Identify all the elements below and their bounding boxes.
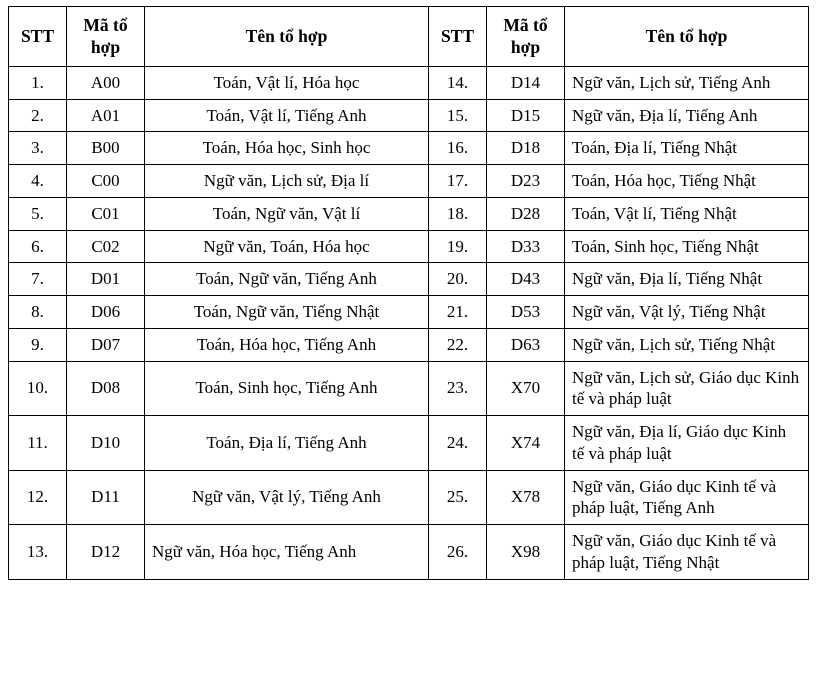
cell-stt-right: 22. [429, 328, 487, 361]
cell-ten-left: Toán, Ngữ văn, Tiếng Anh [145, 263, 429, 296]
cell-stt-left: 6. [9, 230, 67, 263]
cell-ten-right: Ngữ văn, Địa lí, Tiếng Nhật [565, 263, 809, 296]
cell-stt-right: 16. [429, 132, 487, 165]
cell-ma-left: D10 [67, 416, 145, 471]
cell-ma-right: D28 [487, 197, 565, 230]
cell-ma-left: B00 [67, 132, 145, 165]
table-header [9, 7, 809, 67]
cell-stt-left: 9. [9, 328, 67, 361]
cell-stt-right: 14. [429, 66, 487, 99]
cell-ma-left: D01 [67, 263, 145, 296]
cell-ten-left: Toán, Hóa học, Tiếng Anh [145, 328, 429, 361]
cell-stt-left: 1. [9, 66, 67, 99]
table-row [9, 525, 809, 580]
cell-stt-left: 3. [9, 132, 67, 165]
cell-ten-left: Ngữ văn, Toán, Hóa học [145, 230, 429, 263]
cell-stt-left: 8. [9, 296, 67, 329]
cell-ma-right: X78 [487, 470, 565, 525]
cell-ma-left: A00 [67, 66, 145, 99]
cell-stt-right: 21. [429, 296, 487, 329]
cell-ma-right: D14 [487, 66, 565, 99]
header-ten-left: Tên tổ hợp [145, 7, 429, 67]
cell-ma-right: D23 [487, 165, 565, 198]
table-row [9, 263, 809, 296]
table-row [9, 361, 809, 416]
cell-ten-left: Toán, Hóa học, Sinh học [145, 132, 429, 165]
cell-stt-left: 13. [9, 525, 67, 580]
cell-stt-left: 12. [9, 470, 67, 525]
header-stt-left: STT [9, 7, 67, 67]
header-ten-right: Tên tổ hợp [565, 7, 809, 67]
cell-ma-left: C00 [67, 165, 145, 198]
cell-ten-left: Toán, Ngữ văn, Tiếng Nhật [145, 296, 429, 329]
cell-ten-right: Ngữ văn, Giáo dục Kinh tế và pháp luật, Tiếng Anh [565, 470, 809, 525]
cell-ten-left: Toán, Vật lí, Hóa học [145, 66, 429, 99]
cell-ma-right: D53 [487, 296, 565, 329]
table-row [9, 132, 809, 165]
cell-ten-right: Toán, Hóa học, Tiếng Nhật [565, 165, 809, 198]
cell-stt-right: 17. [429, 165, 487, 198]
cell-stt-left: 5. [9, 197, 67, 230]
header-ma-left: Mã tổ hợp [67, 7, 145, 67]
cell-ten-right: Ngữ văn, Lịch sử, Tiếng Nhật [565, 328, 809, 361]
cell-ma-right: D63 [487, 328, 565, 361]
cell-stt-left: 2. [9, 99, 67, 132]
cell-ten-left: Toán, Địa lí, Tiếng Anh [145, 416, 429, 471]
cell-ten-right: Ngữ văn, Lịch sử, Giáo dục Kinh tế và pháp luật [565, 361, 809, 416]
cell-ten-right: Ngữ văn, Địa lí, Tiếng Anh [565, 99, 809, 132]
cell-stt-right: 15. [429, 99, 487, 132]
cell-ma-right: X98 [487, 525, 565, 580]
table-row [9, 470, 809, 525]
cell-ma-right: D18 [487, 132, 565, 165]
subject-combination-table [8, 6, 809, 580]
cell-ma-left: D12 [67, 525, 145, 580]
cell-stt-right: 23. [429, 361, 487, 416]
cell-ma-left: D11 [67, 470, 145, 525]
cell-ten-left: Toán, Sinh học, Tiếng Anh [145, 361, 429, 416]
table-body [9, 66, 809, 579]
cell-stt-right: 20. [429, 263, 487, 296]
table-row [9, 230, 809, 263]
cell-ma-left: C02 [67, 230, 145, 263]
cell-stt-left: 11. [9, 416, 67, 471]
cell-ten-right: Toán, Sinh học, Tiếng Nhật [565, 230, 809, 263]
cell-ma-right: D33 [487, 230, 565, 263]
cell-ten-right: Toán, Vật lí, Tiếng Nhật [565, 197, 809, 230]
cell-ma-left: C01 [67, 197, 145, 230]
table-row [9, 66, 809, 99]
cell-ten-right: Ngữ văn, Giáo dục Kinh tế và pháp luật, Tiếng Nhật [565, 525, 809, 580]
cell-ten-right: Ngữ văn, Vật lý, Tiếng Nhật [565, 296, 809, 329]
cell-ma-right: X74 [487, 416, 565, 471]
table-row [9, 416, 809, 471]
cell-ma-right: D43 [487, 263, 565, 296]
cell-ma-right: X70 [487, 361, 565, 416]
cell-ten-right: Ngữ văn, Địa lí, Giáo dục Kinh tế và pháp luật [565, 416, 809, 471]
cell-ma-left: A01 [67, 99, 145, 132]
cell-ma-left: D06 [67, 296, 145, 329]
table-row [9, 296, 809, 329]
table-row [9, 328, 809, 361]
cell-ma-left: D07 [67, 328, 145, 361]
cell-ten-right: Ngữ văn, Lịch sử, Tiếng Anh [565, 66, 809, 99]
cell-ten-left: Ngữ văn, Hóa học, Tiếng Anh [145, 525, 429, 580]
cell-stt-right: 25. [429, 470, 487, 525]
table-row [9, 197, 809, 230]
cell-stt-right: 26. [429, 525, 487, 580]
cell-ten-right: Toán, Địa lí, Tiếng Nhật [565, 132, 809, 165]
cell-ten-left: Ngữ văn, Lịch sử, Địa lí [145, 165, 429, 198]
table-row [9, 99, 809, 132]
cell-stt-left: 10. [9, 361, 67, 416]
cell-stt-left: 7. [9, 263, 67, 296]
cell-stt-right: 19. [429, 230, 487, 263]
cell-stt-left: 4. [9, 165, 67, 198]
cell-ten-left: Toán, Ngữ văn, Vật lí [145, 197, 429, 230]
cell-ten-left: Toán, Vật lí, Tiếng Anh [145, 99, 429, 132]
cell-ma-left: D08 [67, 361, 145, 416]
header-stt-right: STT [429, 7, 487, 67]
cell-stt-right: 18. [429, 197, 487, 230]
table-row [9, 165, 809, 198]
header-ma-right: Mã tổ hợp [487, 7, 565, 67]
cell-ten-left: Ngữ văn, Vật lý, Tiếng Anh [145, 470, 429, 525]
header-row [9, 7, 809, 67]
cell-stt-right: 24. [429, 416, 487, 471]
cell-ma-right: D15 [487, 99, 565, 132]
